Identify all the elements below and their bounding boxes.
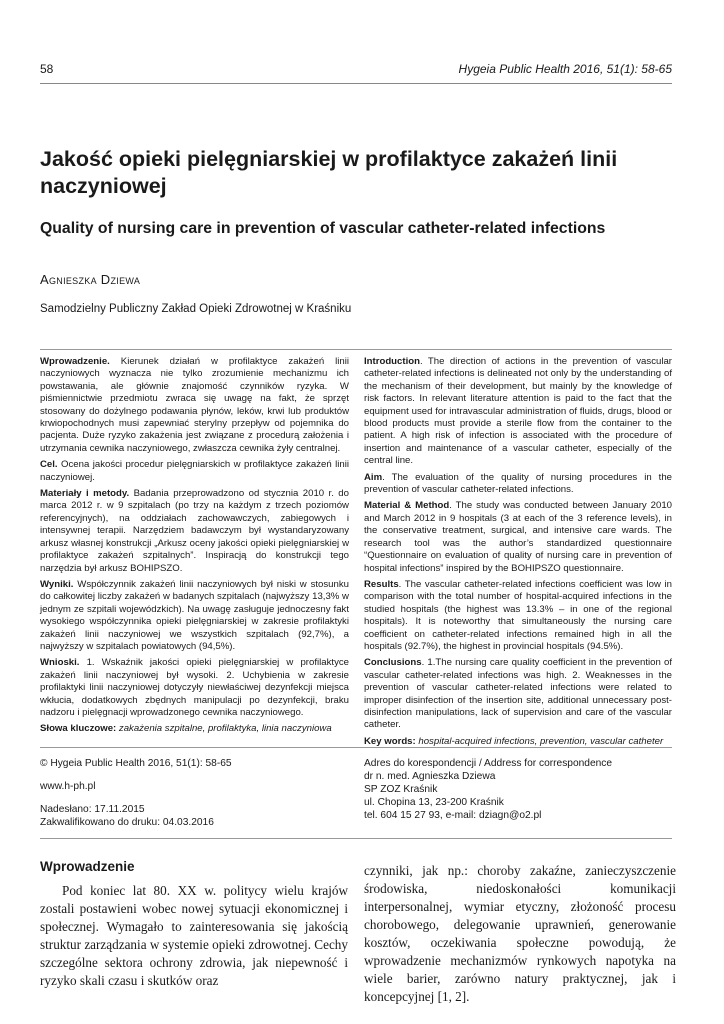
- correspondence-block: [364, 757, 674, 822]
- meta-bottom-divider: [40, 838, 672, 839]
- accepted-date: Zakwalifikowano do druku: 04.03.2016: [40, 817, 214, 828]
- article-title-en: Quality of nursing care in prevention of vascular catheter-related infections: [40, 220, 606, 237]
- copyright-line: © Hygeia Public Health 2016, 51(1): 58-65: [40, 758, 232, 769]
- abstract-pl-conclusions-label: Wnioski.: [40, 657, 80, 669]
- abstract-en-methods: [364, 500, 672, 574]
- abstract-bottom-divider: [40, 747, 672, 748]
- body-paragraph-right: czynniki, jak np.: choroby zakaźne, zanieczyszczenie środowiska, niedoskonałości komunikacji interpersonalnej, wymiar etyczny, złożoność procesu chorobowego, delegowanie uprawnień, generowanie kosztów, oczekiwania społeczne powodują, że wprowadzenie mechanizmów rynkowych napotyka na wiele barier, zarówno natury praktycznej, jak i koncepcyjnej [1, 2].: [364, 863, 676, 1004]
- abstract-pl-results-label: Wyniki.: [40, 578, 74, 590]
- abstract-en-conclusions-label: Conclusions: [364, 657, 422, 669]
- correspondence-name: dr n. med. Agnieszka Dziewa: [364, 771, 496, 782]
- abstract-pl-intro: [40, 356, 349, 455]
- abstract-en-results-text: . The vascular catheter-related infections coefficient was low in comparison with the total number of hospital-acquired infections in the studied hospitals (the highest was 13.3% – in one of the regional hospitals). It is noteworthy that simultaneously the nursing care coefficient on catheter-related infections remained high in all the hospitals (92.7%), the highest in provincial hospitals (94.5%).: [364, 578, 672, 652]
- abstract-en-methods-label: Material & Method: [364, 500, 450, 512]
- correspondence-street: ul. Chopina 13, 23-200 Kraśnik: [364, 797, 504, 808]
- abstract-pl-aim: [40, 459, 349, 484]
- abstract-pl-methods: [40, 488, 349, 575]
- abstract-pl-conclusions-text: 1. Wskaźnik jakości opieki pielęgniarskiej w profilaktyce zakażeń linii naczyniowej był wysoki. 2. Uchybienia w zakresie profilaktyki linii naczyniowej dotyczyły niewłaściwej dezynfekcji miejsca wkłucia, dodatkowych zbędnych manipulacji po dezynfekcji, braku nadzoru i pielęgnacji wprowadzonego cewnika naczyniowego.: [40, 657, 349, 718]
- author-name: Agnieszka Dziewa: [40, 272, 141, 287]
- abstract-pl-intro-text: Kierunek działań w profilaktyce zakażeń linii naczyniowych wyznacza nie tylko zrozumienie mechanizmu ich powstawania, ale głównie znajomość czynników ryzyka. W piśmiennictwie przedmiotu zwraca się uwagę na fakt, że sprzęt stosowany do dożylnego podawania płynów, leków, krwi lub produktów krwiopochodnych musi zapewniać sterylny przepływ od pojemnika do pacjenta. Duże ryzyko zakażenia jest związane z procedurą założenia i utrzymania cewnika naczyniowego, zwłaszcza cewnika żyły centralnej.: [40, 356, 349, 454]
- correspondence-heading: Adres do korespondencji / Address for correspondence: [364, 758, 613, 769]
- correspondence-contact: tel. 604 15 27 93, e-mail: dziagn@o2.pl: [364, 810, 542, 821]
- abstract-en-intro-label: Introduction: [364, 356, 420, 367]
- body-paragraph-left: Pod koniec lat 80. XX w. politycy wielu krajów zostali postawieni wobec nowej sytuacji ekonomicznej i społecznej. Wymagało to zainteresowania się jakością struktur zarządzania w systemie opieki zdrowotnej. Cechy szczególne sektora ochrony zdrowia, jak niepewność i ryzyko skali czasu i skutków oraz: [40, 883, 348, 988]
- abstract-pl-intro-label: Wprowadzenie.: [40, 356, 110, 367]
- abstract-en-results: [364, 579, 672, 653]
- header-divider: [40, 83, 672, 84]
- abstract-en-conclusions: [364, 657, 672, 731]
- abstract-top-divider: [40, 349, 672, 350]
- body-column-right: [364, 862, 676, 1006]
- abstract-pl-keywords-text: zakażenia szpitalne, profilaktyka, linia naczyniowa: [116, 723, 332, 735]
- journal-citation: Hygeia Public Health 2016, 51(1): 58-65: [458, 62, 672, 76]
- abstract-pl-aim-label: Cel.: [40, 459, 58, 471]
- abstract-pl-keywords-label: Słowa kluczowe:: [40, 723, 117, 735]
- publication-info: [40, 757, 340, 829]
- website-link[interactable]: www.h-ph.pl: [40, 781, 96, 792]
- abstract-en: [364, 356, 672, 752]
- abstract-en-results-label: Results: [364, 578, 399, 590]
- abstract-pl-methods-label: Materiały i metody.: [40, 488, 130, 500]
- abstract-en-conclusions-text: . 1.The nursing care quality coefficient in the prevention of vascular catheter-related infections was high. 2. Weaknesses in the prevention of vascular catheter-related infections were related to improper disinfection of the insertion site, additional unnecessary post-disinfection manipulations, lack of supervision and care of the vascular catheter.: [364, 657, 672, 731]
- author-affiliation: Samodzielny Publiczny Zakład Opieki Zdrowotnej w Kraśniku: [40, 303, 352, 315]
- submitted-date: Nadesłano: 17.11.2015: [40, 804, 145, 815]
- abstract-pl-conclusions: [40, 657, 349, 719]
- abstract-pl: [40, 356, 349, 740]
- abstract-en-intro: [364, 356, 672, 468]
- abstract-en-aim: [364, 472, 672, 497]
- abstract-pl-aim-text: Ocena jakości procedur pielęgniarskich w profilaktyce zakażeń linii naczyniowej.: [40, 459, 349, 483]
- body-column-left: [40, 858, 348, 990]
- page-number: 58: [40, 62, 54, 76]
- abstract-pl-results-text: Współczynnik zakażeń linii naczyniowych był niski w stosunku do całkowitej liczby zakażeń w badanych szpitalach (najwyższy 13,3% w jednym ze szpitali wojewódzkich). Na uwagę zasługuje jednoczesny fakt wysokiego współczynnika opieki pielęgniarskiej w zakresie profilaktyki zakażeń linii naczyniowej we wszystkich szpitalach (92,7%), a najwyższy w szpitalach powiatowych (94,5%).: [40, 578, 349, 652]
- abstract-en-methods-text: . The study was conducted between January 2010 and March 2012 in 9 hospitals (3 at each of the 3 reference levels), in the conservative treatment, surgical, and intensive care wards. The research tool was the author’s standardized questionnaire “Questionnaire on evaluation of quality of nursing care in prevention of hospital infections” inspired by the BOHIPSZO questionnaire.: [364, 500, 672, 574]
- abstract-en-intro-text: . The direction of actions in the prevention of vascular catheter-related infections is delineated not only by the understanding of the mechanism of their development, but mainly by the knowledge of risk factors. In relevant literature attention is paid to the fact that the equipment used for intravascular administration of fluids, drugs, blood or blood products must provide a sterile flow from the container to the patient. A high risk of infection is associated with the procedure of insertion and maintenance of a vascular catheter, especially of the central line.: [364, 356, 672, 467]
- abstract-en-aim-label: Aim: [364, 471, 383, 483]
- abstract-pl-results: [40, 579, 349, 653]
- abstract-en-keywords-text: hospital-acquired infections, prevention, vascular catheter: [415, 735, 664, 747]
- abstract-en-aim-text: . The evaluation of the quality of nursing procedures in the prevention of vascular catheter-related infections.: [364, 471, 672, 496]
- section-heading: Wprowadzenie: [40, 859, 135, 874]
- abstract-pl-methods-text: Badania przeprowadzono od stycznia 2010 r. do marca 2012 r. w 9 szpitalach (po trzy na każdym z trzech poziomów referencyjnych), na oddziałach zachowawczych, zabiegowych i intensywnej terapii. Narzędziem badawczym był wystandaryzowany arkusz własnej konstrukcji „Arkusz oceny jakości opieki pielęgniarskiej w profilaktyce zakażeń szpitalnych”. Inspiracją do konstrukcji tego narzędzia był arkusz BOHIPSZO.: [40, 488, 349, 574]
- correspondence-institution: SP ZOZ Kraśnik: [364, 784, 438, 795]
- abstract-pl-keywords: [40, 723, 349, 735]
- abstract-en-keywords-label: Key words:: [364, 735, 416, 747]
- article-title-pl: Jakość opieki pielęgniarskiej w profilaktyce zakażeń linii naczyniowej: [40, 147, 618, 198]
